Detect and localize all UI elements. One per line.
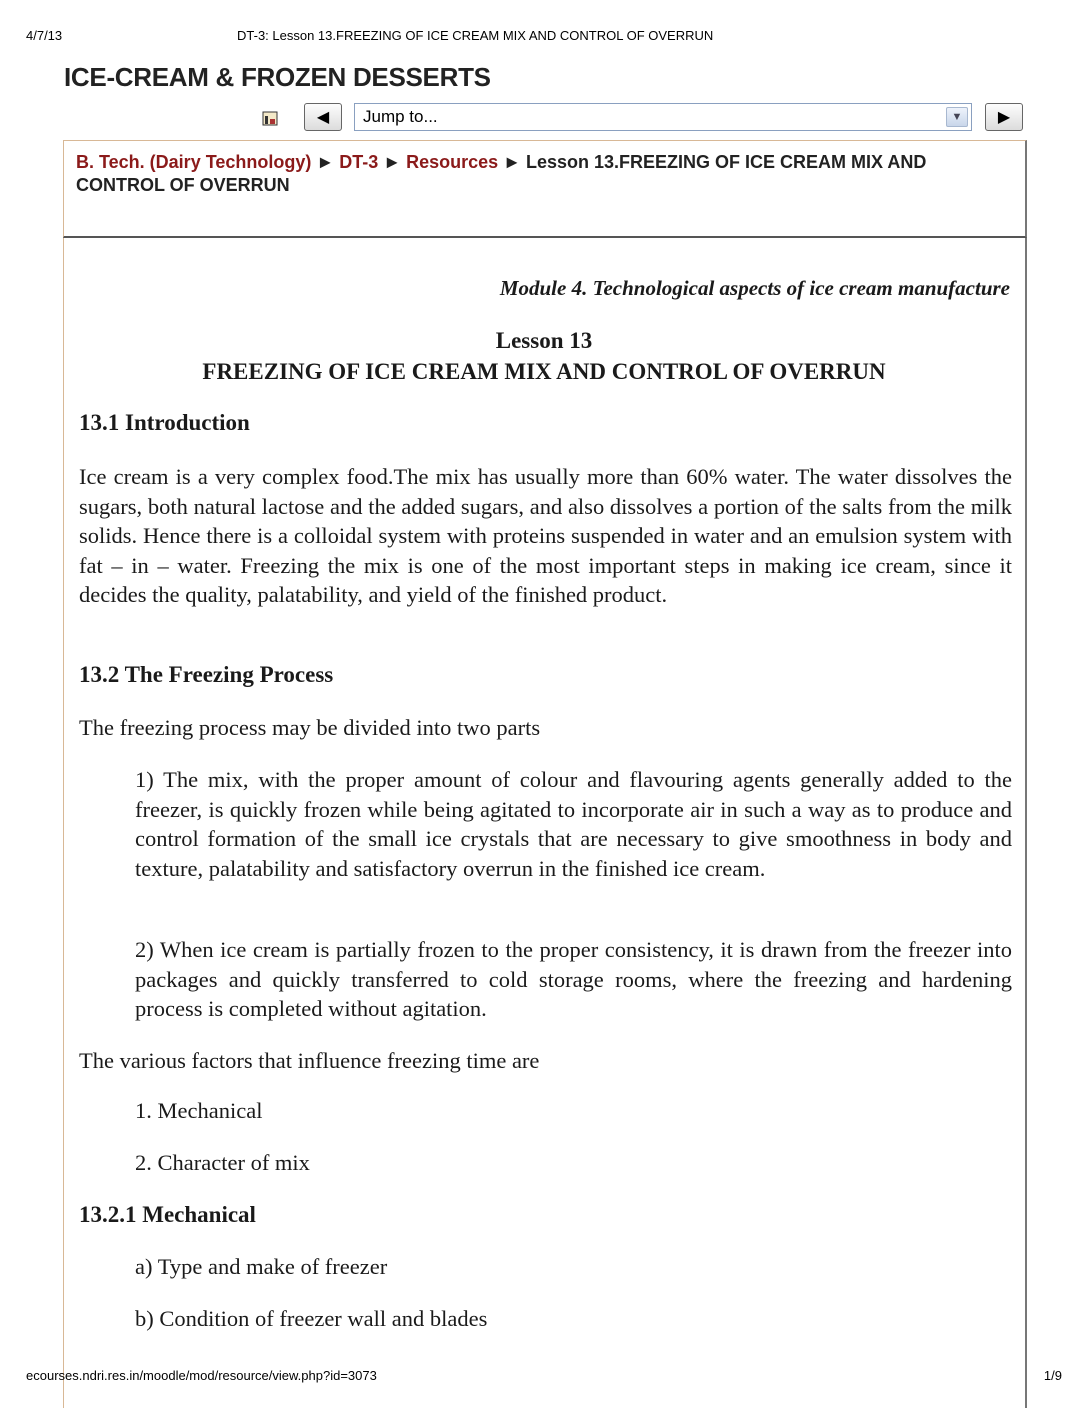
lesson-title: FREEZING OF ICE CREAM MIX AND CONTROL OF OVERRUN [202,359,886,384]
freezing-process-intro: The freezing process may be divided into two parts [79,715,541,740]
navigation-bar [0,102,1088,132]
chevron-left-icon: ◀ [316,109,330,126]
page-number: 1/9 [1043,1368,1062,1383]
page-url: ecourses.ndri.res.in/moodle/mod/resource/view.php?id=3073 [26,1368,377,1383]
lesson-number: Lesson 13 [495,328,593,353]
breadcrumb-separator: ► [383,152,407,172]
freezing-process-part-2: 2) When ice cream is partially frozen to the proper consistency, it is drawn from the freezer into packages and quickly transferred to cold storage rooms, where the freezing and hardening process is completed without agitation. [135,937,1012,1022]
breadcrumb-link-course[interactable]: B. Tech. (Dairy Technology) [76,152,312,172]
introduction-heading: 13.1 Introduction [79,410,250,435]
introduction-paragraph: Ice cream is a very complex food.The mix has usually more than 60% water. The water dissolves the sugars, both natural lactose and the added sugars, and also dissolves a portion of the salts from the milk solids. Hence there is a colloidal system with proteins suspended in water and an emulsion system with fat – in – water. Freezing the mix is one of the most important steps in making ice cream, since it decides the quality, palatability, and yield of the finished product. [79,464,1012,608]
print-date: 4/7/13 [26,28,63,43]
module-heading: Module 4. Technological aspects of ice cream manufacture [499,276,1010,300]
freezing-process-heading: 13.2 The Freezing Process [79,662,334,687]
breadcrumb-link-resources[interactable]: Resources [406,152,499,172]
breadcrumb-separator: ► [503,152,526,172]
site-title[interactable]: ICE-CREAM & FROZEN DESSERTS [64,62,491,92]
print-footer [26,1368,1062,1386]
chevron-down-icon[interactable]: ▼ [946,107,968,127]
print-header [26,28,1062,46]
jump-to-value: Jump to... [363,107,438,126]
mechanical-heading: 13.2.1 Mechanical [79,1202,256,1227]
next-button[interactable] [985,103,1023,131]
breadcrumb-current: Lesson 13.FREEZING OF ICE CREAM MIX AND CONTROL OF OVERRUN [76,152,927,195]
jump-to-select[interactable] [354,103,972,131]
print-page-title: DT-3: Lesson 13.FREEZING OF ICE CREAM MIX AND CONTROL OF OVERRUN [237,28,714,43]
mechanical-item: a) Type and make of freezer [135,1254,388,1279]
freezing-process-part-1: 1) The mix, with the proper amount of colour and flavouring agents generally added to the freezer, is quickly frozen while being agitated to incorporate air in such a way as to produce and control formation of the small ice crystals that are necessary to give smoothness in body and texture, palatability and satisfactory overrun in the finished ice cream. [135,767,1012,881]
window-icon[interactable] [262,110,278,126]
factors-intro: The various factors that influence freezing time are [79,1048,540,1073]
breadcrumb-container [63,140,1027,238]
mechanical-item: b) Condition of freezer wall and blades [135,1306,488,1331]
breadcrumb-separator: ► [316,152,340,172]
factor-item: 1. Mechanical [135,1098,263,1123]
chevron-right-icon: ▶ [997,109,1011,126]
factor-item: 2. Character of mix [135,1150,310,1175]
previous-button[interactable] [304,103,342,131]
breadcrumb [76,151,1006,197]
breadcrumb-link-dt3[interactable]: DT-3 [339,152,379,172]
